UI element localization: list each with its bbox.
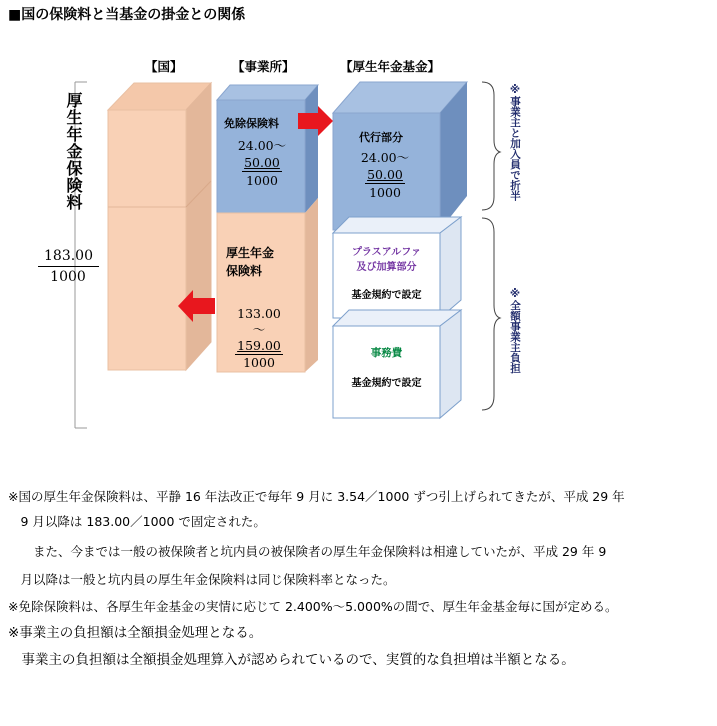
footnote-line-1: ※国の厚生年金保険料は、平静 16 年法改正で毎年 9 月に 3.54／1000 ずつ引上げられてきたが、平成 29 年 [8,489,625,504]
kosei-label [226,244,274,280]
brace-note-lower: ※全額事業主負担 [509,288,521,374]
menjo-label: 免除保険料 [224,117,279,130]
plus-note: 基金規約で設定 [351,290,422,301]
footnote-line-6: ※事業主の負担額は全額損金処理となる。 [8,625,263,641]
footnote-line-4: 月以降は一般と坑内員の厚生年金保険料は同じ保険料率となった。 [8,572,396,587]
kuni-block [108,83,211,370]
kuni-rate-den: 1000 [50,269,86,285]
footnote-line-5: ※免除保険料は、各厚生年金基金の実情に応じて 2.400%～5.000%の間で、厚生年金基金毎に国が定める。 [8,599,618,614]
jimu-note: 基金規約で設定 [351,378,422,389]
kuni-label: 厚生年金保険料 [64,92,83,211]
kosei-rate-mid: ～ [252,322,266,337]
kosei-rate-den: 1000 [243,355,275,370]
kuni-rate [38,246,98,287]
daiko-rate [345,149,425,201]
menjo-rate-top: 24.00～ [237,138,287,153]
upper-brace [482,82,500,210]
header-kikin: 【厚生年金基金】 [340,59,441,74]
lower-brace [482,218,500,410]
kuni-rate-num: 183.00 [38,246,99,267]
kosei-label-1: 厚生年金 [226,246,275,260]
kosei-label-2: 保険料 [226,264,263,278]
menjo-rate-den: 1000 [246,173,278,188]
header-kuni: 【国】 [145,59,183,74]
footnote-line-2: 9 月以降は 183.00／1000 で固定された。 [8,514,266,529]
menjo-rate-num: 50.00 [244,155,280,170]
page-title: ■国の保険料と当基金の掛金との関係 [8,7,246,23]
daiko-rate-top: 24.00～ [360,150,410,165]
kosei-rate [219,306,299,371]
menjo-rate [222,137,302,189]
footnote-line-3: また、今までは一般の被保険者と坑内員の被保険者の厚生年金保険料は相違していたが、平成 29 年 9 [8,544,607,559]
plus-label-1: プラスアルファ [351,247,422,258]
plus-label-2: 及び加算部分 [356,262,417,273]
plus-label [333,245,440,275]
kosei-rate-top: 133.00 [237,306,281,321]
footnote-line-7: 事業主の負担額は全額損金処理算入が認められているので、実質的な負担増は半額となる。 [8,652,575,668]
daiko-label: 代行部分 [359,131,403,144]
header-jigyousho: 【事業所】 [232,59,295,74]
daiko-rate-num: 50.00 [367,167,403,182]
jimu-label: 事務費 [370,347,403,359]
kosei-rate-num: 159.00 [237,338,281,353]
daiko-rate-den: 1000 [369,185,401,200]
brace-note-upper: ※事業主と加入員で折半 [509,84,521,201]
jimu-block [333,310,461,418]
